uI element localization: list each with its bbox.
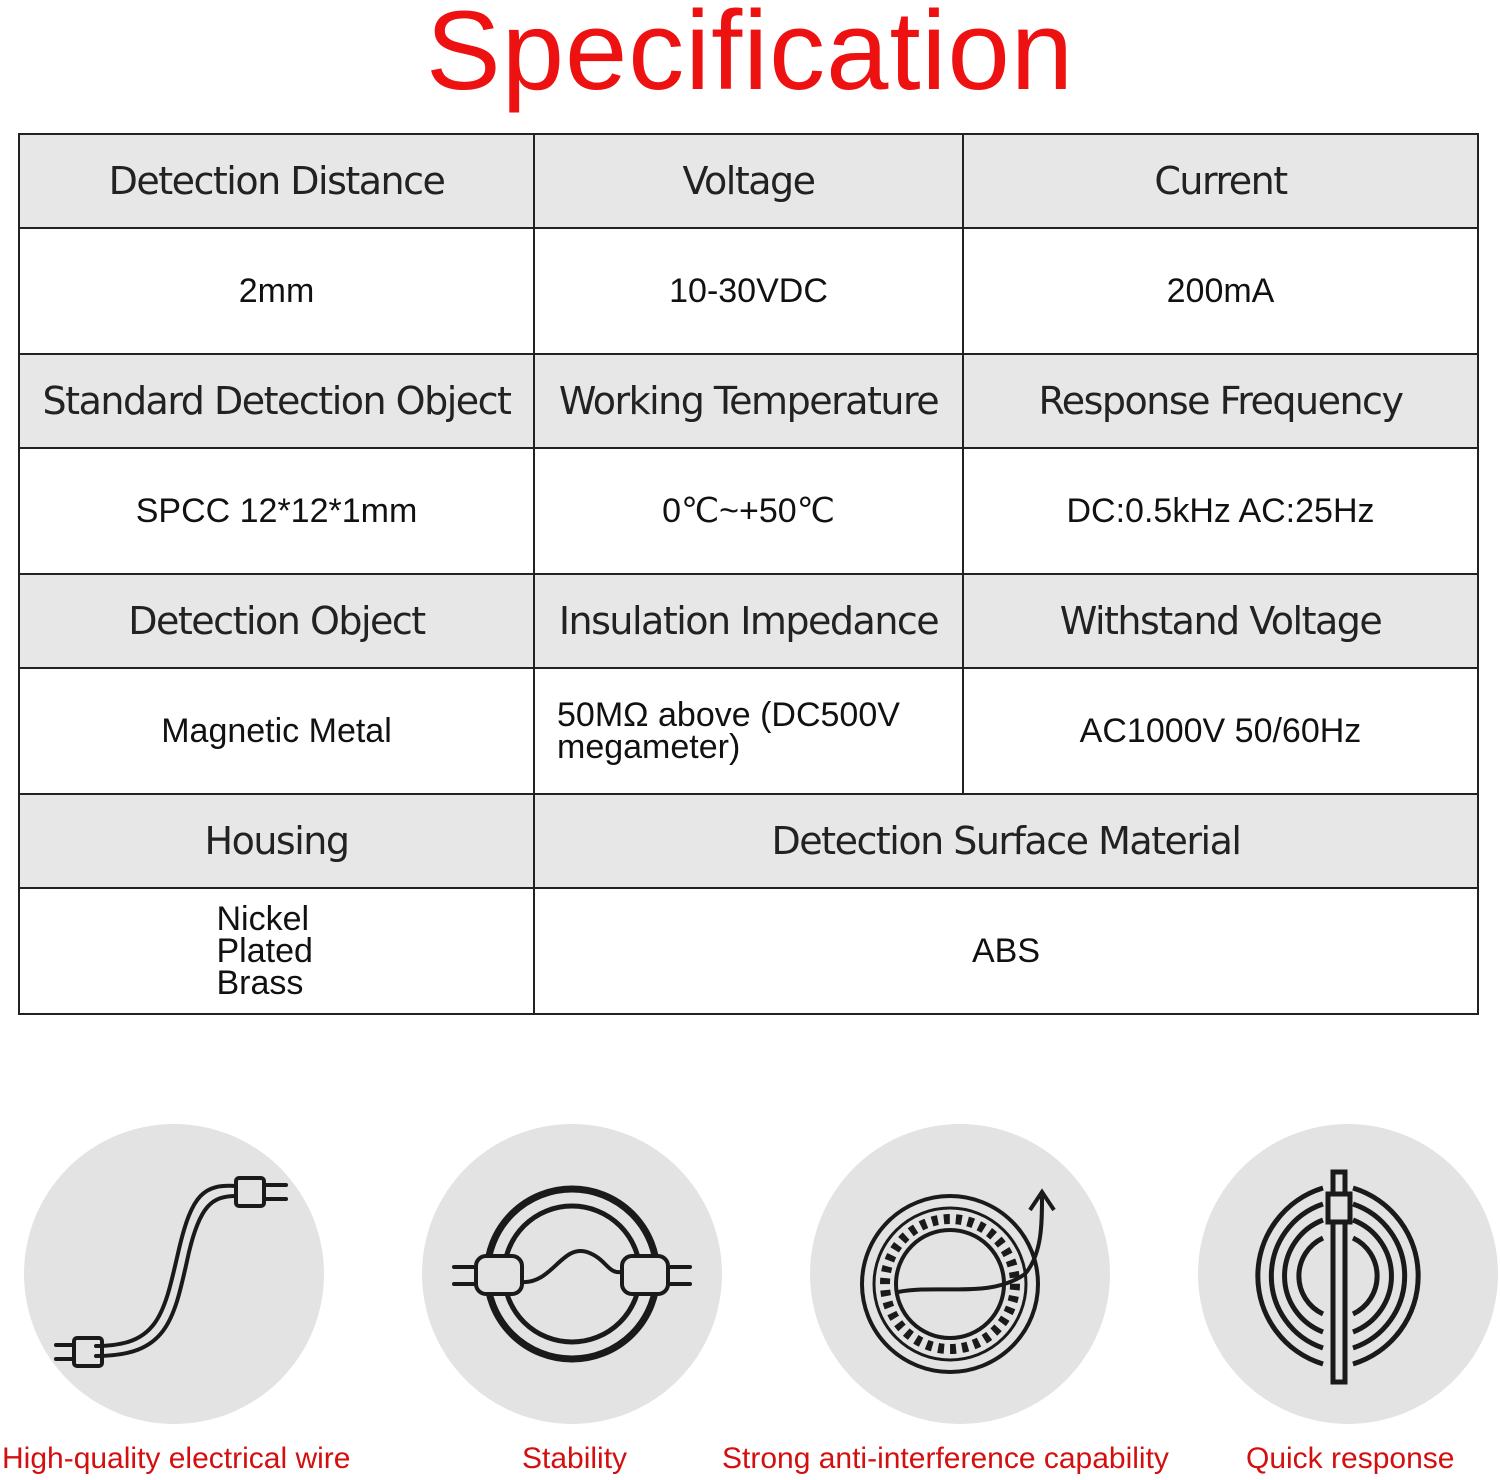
header-cell-insulation-impedance: Insulation Impedance bbox=[534, 574, 963, 668]
table-value-row bbox=[19, 668, 1478, 794]
feature-circle bbox=[1198, 1124, 1498, 1424]
table-value-row bbox=[19, 228, 1478, 354]
feature-stability bbox=[422, 1120, 722, 1480]
value-cell-detection-object: Magnetic Metal bbox=[19, 668, 534, 794]
feature-circle bbox=[422, 1124, 722, 1424]
value-cell-housing bbox=[19, 888, 534, 1014]
feature-caption: High-quality electrical wire bbox=[2, 1442, 351, 1475]
header-cell-detection-surface-material: Detection Surface Material bbox=[534, 794, 1478, 888]
housing-value-text: Nickel Plated Brass bbox=[216, 900, 313, 1002]
table-header-row bbox=[19, 574, 1478, 668]
value-cell-withstand-voltage: AC1000V 50/60Hz bbox=[963, 668, 1478, 794]
feature-caption: Stability bbox=[522, 1442, 628, 1475]
table-value-row bbox=[19, 448, 1478, 574]
specification-table bbox=[18, 133, 1479, 1015]
table-header-row bbox=[19, 354, 1478, 448]
feature-anti-interference bbox=[722, 1120, 1169, 1480]
table-header-row bbox=[19, 794, 1478, 888]
feature-quick-response bbox=[1198, 1120, 1498, 1480]
table-header-row bbox=[19, 134, 1478, 228]
power-cord-icon bbox=[24, 1124, 324, 1424]
header-cell-housing: Housing bbox=[19, 794, 534, 888]
shielded-coil-icon bbox=[810, 1124, 1110, 1424]
header-cell-withstand-voltage: Withstand Voltage bbox=[963, 574, 1478, 668]
header-cell-standard-detection-object: Standard Detection Object bbox=[19, 354, 534, 448]
value-cell-current: 200mA bbox=[963, 228, 1478, 354]
value-cell-working-temperature: 0℃~+50℃ bbox=[534, 448, 963, 574]
header-cell-voltage: Voltage bbox=[534, 134, 963, 228]
feature-circle bbox=[24, 1124, 324, 1424]
cable-loop-icon bbox=[422, 1124, 722, 1424]
value-cell-standard-detection-object: SPCC 12*12*1mm bbox=[19, 448, 534, 574]
feature-circle bbox=[810, 1124, 1110, 1424]
header-cell-detection-distance: Detection Distance bbox=[19, 134, 534, 228]
value-cell-voltage: 10-30VDC bbox=[534, 228, 963, 354]
header-cell-current: Current bbox=[963, 134, 1478, 228]
value-cell-detection-surface-material: ABS bbox=[534, 888, 1478, 1014]
header-cell-working-temperature: Working Temperature bbox=[534, 354, 963, 448]
value-cell-response-frequency: DC:0.5kHz AC:25Hz bbox=[963, 448, 1478, 574]
feature-caption: Quick response bbox=[1246, 1442, 1455, 1475]
header-cell-response-frequency: Response Frequency bbox=[963, 354, 1478, 448]
signal-waves-icon bbox=[1198, 1124, 1498, 1424]
page-title: Specification bbox=[425, 0, 1075, 113]
value-cell-insulation-impedance: 50MΩ above (DC500V megameter) bbox=[534, 668, 963, 794]
table-value-row bbox=[19, 888, 1478, 1014]
feature-icons-row bbox=[0, 1120, 1500, 1480]
feature-caption: Strong anti-interference capability bbox=[722, 1442, 1169, 1475]
value-cell-detection-distance: 2mm bbox=[19, 228, 534, 354]
feature-electrical-wire bbox=[2, 1120, 351, 1480]
header-cell-detection-object: Detection Object bbox=[19, 574, 534, 668]
